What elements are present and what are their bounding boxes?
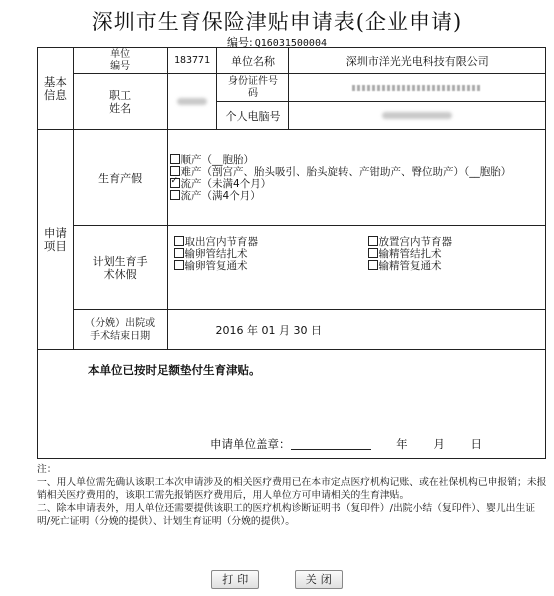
number-label: 编号: xyxy=(227,36,253,49)
notes-title: 注： xyxy=(37,464,57,475)
application-form-table xyxy=(37,47,546,459)
seal-line: 申请单位盖章： 年 月 日 xyxy=(210,437,482,451)
discharge-date-label: （分娩）出院或手术结束日期 xyxy=(73,310,167,350)
fp-checkbox-1[interactable] xyxy=(368,236,378,246)
seal-blank xyxy=(291,449,371,450)
note-1: 一、用人单位需先确认该职工本次申请涉及的相关医疗费用已在本市定点医疗机构记账、或在社保机构已申报销；未报销相关医疗费用的，该职工需先报销医疗费用后，用人单位方可申请相关的生育津贴。 xyxy=(37,477,547,501)
print-button[interactable]: 打印 xyxy=(211,570,259,589)
family-planning-label: 计划生育手术休假 xyxy=(73,226,167,310)
notes-section xyxy=(37,463,547,528)
fp-checkbox-0[interactable] xyxy=(174,236,184,246)
birth-option-row[interactable]: 流产（满4个月） xyxy=(170,190,545,202)
note-2: 二、除本申请表外，用人单位还需要提供该职工的医疗机构诊断证明书（复印件）/出院小结（复印件）、婴儿出生证明/死亡证明（分娩的提供）、计划生育证明（分娩的提供）。 xyxy=(37,503,536,527)
fp-option[interactable]: 输精管结扎术 xyxy=(368,248,508,260)
fp-option[interactable]: 取出宫内节育器 xyxy=(174,236,368,248)
close-button[interactable]: 关闭 xyxy=(295,570,343,589)
employee-name-label: 职工姓名 xyxy=(73,74,167,130)
pc-number-label: 个人电脑号 xyxy=(217,102,289,130)
fp-option[interactable]: 放置宫内节育器 xyxy=(368,236,508,248)
basic-info-header: 基本信息 xyxy=(38,48,74,130)
pc-number-redacted xyxy=(289,102,546,130)
birth-checkbox-2[interactable] xyxy=(170,178,180,188)
fp-option[interactable]: 输卵管结扎术 xyxy=(174,248,368,260)
declaration-statement: 本单位已按时足额垫付生育津贴。 xyxy=(88,363,261,377)
unit-name-value: 深圳市洋光光电科技有限公司 xyxy=(289,48,546,74)
birth-option-row[interactable]: 顺产（__胞胎） xyxy=(170,154,545,166)
fp-option[interactable]: 输卵管复通术 xyxy=(174,260,368,272)
id-value-redacted xyxy=(289,74,546,102)
declaration-cell xyxy=(38,350,546,459)
birth-checkbox-0[interactable] xyxy=(170,154,180,164)
unit-code-label: 单位编号 xyxy=(73,48,167,74)
employee-name-redacted xyxy=(167,74,217,130)
discharge-date-value: 2016 年 01 月 30 日 xyxy=(167,310,545,350)
button-bar xyxy=(0,570,554,589)
id-label: 身份证件号码 xyxy=(217,74,289,102)
fp-checkbox-5[interactable] xyxy=(368,260,378,270)
fp-checkbox-2[interactable] xyxy=(174,248,184,258)
birth-option-row[interactable]: 难产（剖宫产、胎头吸引、胎头旋转、产钳助产、臀位助产）（__胞胎） xyxy=(170,166,545,178)
number-value: Q16031500004 xyxy=(254,38,327,49)
birth-checkbox-3[interactable] xyxy=(170,190,180,200)
fp-checkbox-4[interactable] xyxy=(174,260,184,270)
maternity-leave-label: 生育产假 xyxy=(73,130,167,226)
form-title: 深圳市生育保险津贴申请表(企业申请) xyxy=(91,10,463,34)
birth-options xyxy=(167,130,545,226)
unit-name-label: 单位名称 xyxy=(217,48,289,74)
fp-checkbox-3[interactable] xyxy=(368,248,378,258)
unit-code-value: 183771 xyxy=(167,48,217,74)
fp-option[interactable]: 输精管复通术 xyxy=(368,260,508,272)
apply-items-header: 申请项目 xyxy=(38,130,74,350)
family-planning-options xyxy=(167,226,545,310)
birth-option-row[interactable]: ✓流产（未满4个月） xyxy=(170,178,545,190)
